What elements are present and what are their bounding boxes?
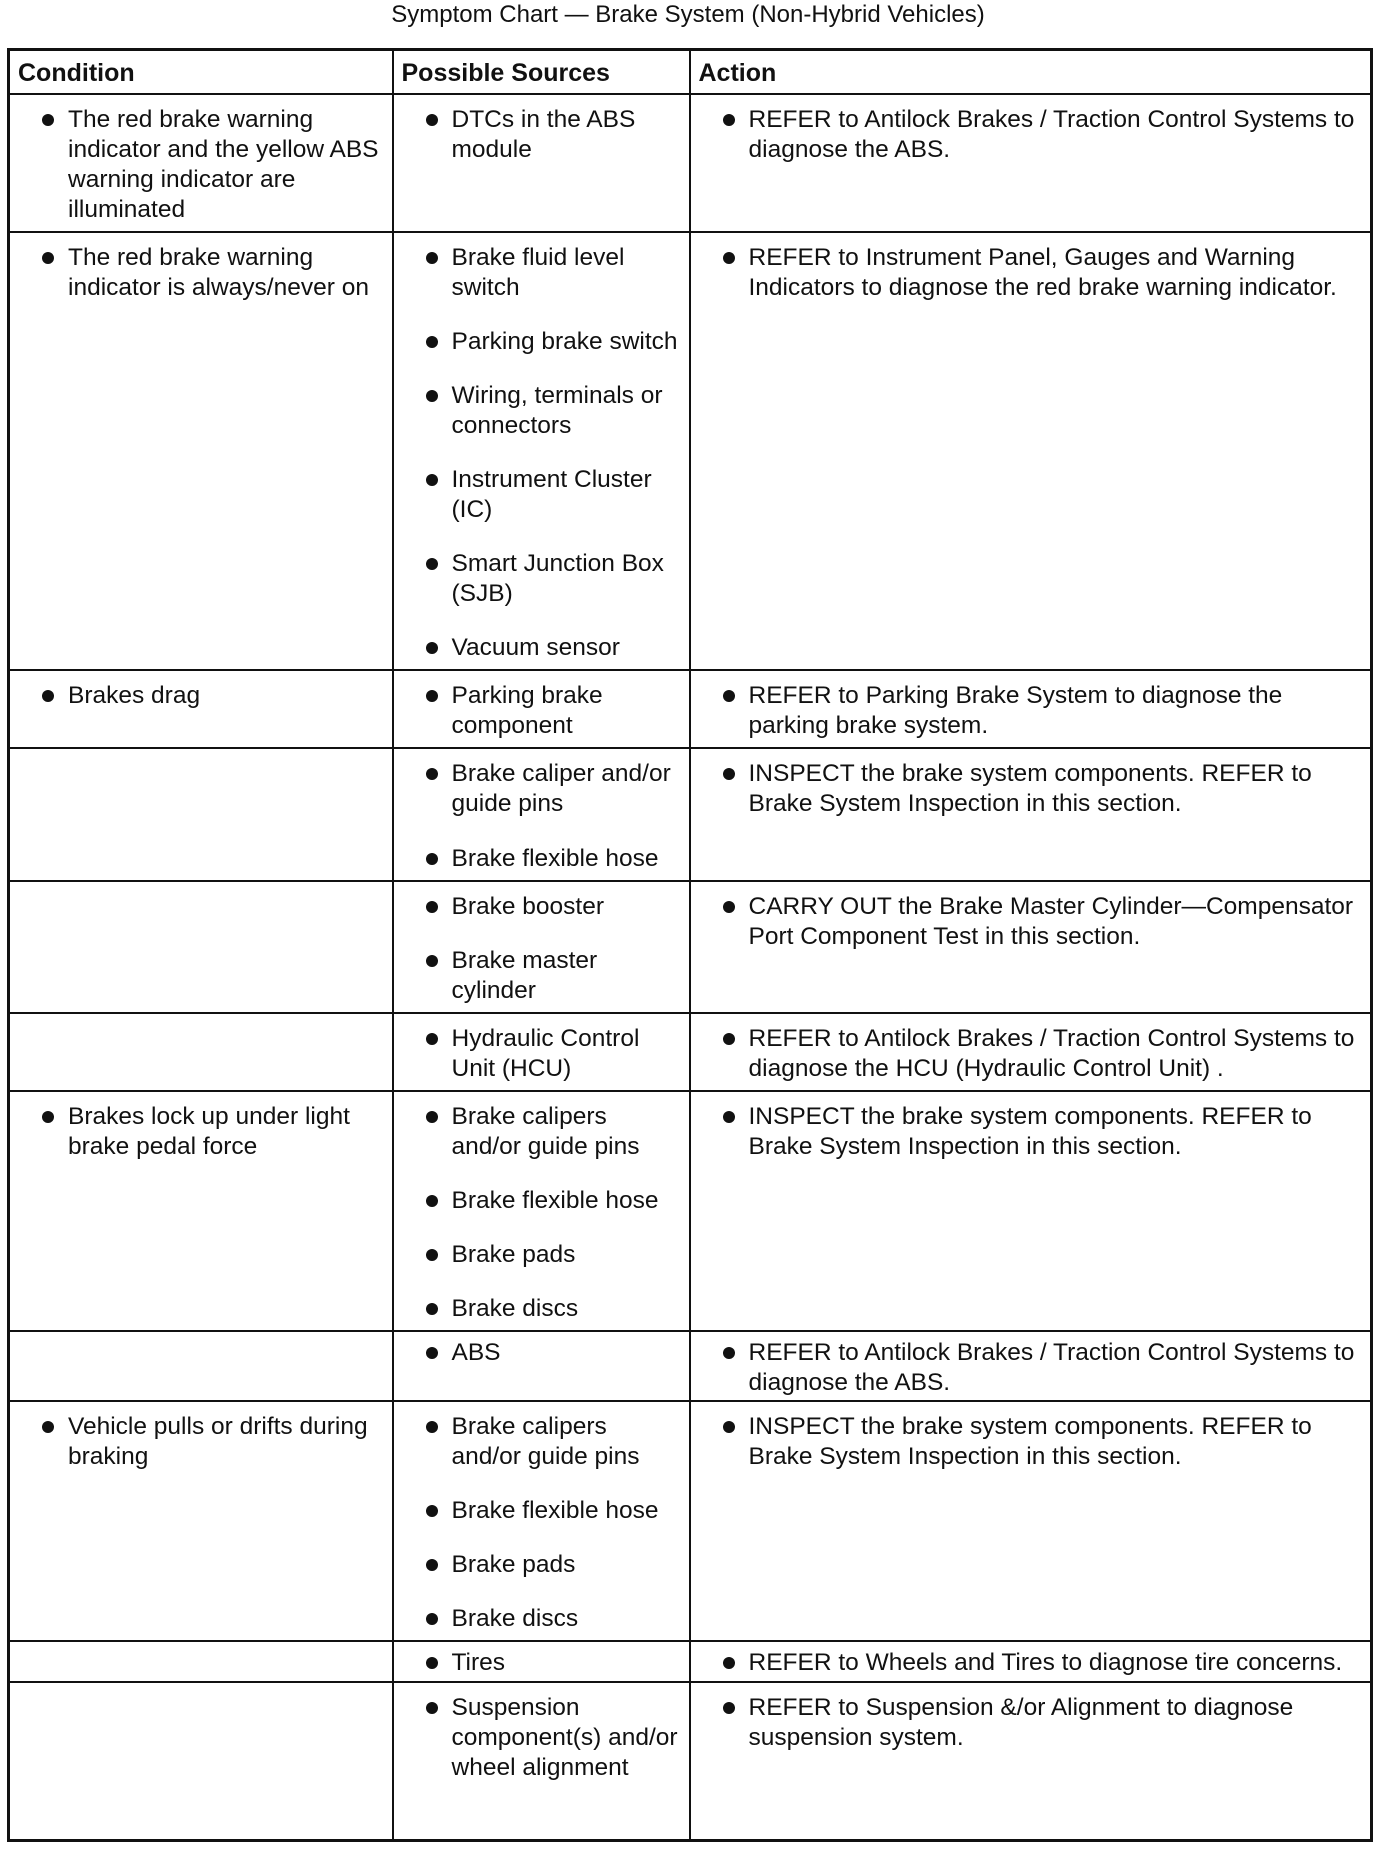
table-row xyxy=(9,1641,1372,1682)
chart-title: Symptom Chart — Brake System (Non-Hybrid Vehicles) xyxy=(391,1,985,28)
action-cell xyxy=(690,1641,1372,1682)
action-cell xyxy=(690,94,1372,232)
source-item: Brake pads xyxy=(406,1550,679,1580)
action-item: REFER to Instrument Panel, Gauges and Warning Indicators to diagnose the red brake warning indicator. xyxy=(703,243,1361,303)
condition-cell xyxy=(9,1641,393,1682)
sources-list xyxy=(406,243,679,663)
table-row xyxy=(9,1331,1372,1401)
action-cell xyxy=(690,1013,1372,1091)
condition-item: Vehicle pulls or drifts during braking xyxy=(22,1412,382,1472)
possible-sources-cell xyxy=(393,1013,690,1091)
actions-list xyxy=(703,1693,1361,1753)
source-item: Brake fluid level switch xyxy=(406,243,679,303)
actions-list xyxy=(703,1338,1361,1398)
condition-item: The red brake warning indicator is always/never on xyxy=(22,243,382,303)
action-cell xyxy=(690,1401,1372,1641)
action-cell xyxy=(690,1682,1372,1841)
condition-cell xyxy=(9,94,393,232)
table-row xyxy=(9,670,1372,748)
possible-sources-cell xyxy=(393,94,690,232)
condition-item: Brakes lock up under light brake pedal force xyxy=(22,1102,382,1162)
sources-list xyxy=(406,1338,679,1368)
source-item: Parking brake component xyxy=(406,681,679,741)
source-item: Brake master cylinder xyxy=(406,946,679,1006)
sources-list xyxy=(406,681,679,741)
actions-list xyxy=(703,681,1361,741)
condition-cell xyxy=(9,1091,393,1331)
possible-sources-cell xyxy=(393,748,690,881)
actions-list xyxy=(703,1024,1361,1084)
action-item: REFER to Suspension &/or Alignment to diagnose suspension system. xyxy=(703,1693,1361,1753)
source-item: Hydraulic Control Unit (HCU) xyxy=(406,1024,679,1084)
action-item: REFER to Antilock Brakes / Traction Control Systems to diagnose the ABS. xyxy=(703,105,1361,165)
actions-list xyxy=(703,105,1361,165)
possible-sources-cell xyxy=(393,881,690,1013)
source-item: Brake flexible hose xyxy=(406,1186,679,1216)
actions-list xyxy=(703,759,1361,819)
condition-item: Brakes drag xyxy=(22,681,382,711)
condition-list xyxy=(22,1412,382,1472)
action-cell xyxy=(690,881,1372,1013)
sources-list xyxy=(406,759,679,874)
action-cell xyxy=(690,748,1372,881)
source-item: Instrument Cluster (IC) xyxy=(406,465,679,525)
sources-list xyxy=(406,1102,679,1324)
sources-list xyxy=(406,1648,679,1678)
table-row xyxy=(9,1013,1372,1091)
condition-cell xyxy=(9,232,393,670)
possible-sources-cell xyxy=(393,1401,690,1641)
source-item: Brake discs xyxy=(406,1294,679,1324)
table-row xyxy=(9,1682,1372,1841)
source-item: Brake booster xyxy=(406,892,679,922)
possible-sources-cell xyxy=(393,1682,690,1841)
condition-header: Condition xyxy=(9,50,393,94)
table-row xyxy=(9,94,1372,232)
actions-list xyxy=(703,1648,1361,1678)
sources-list xyxy=(406,1412,679,1634)
actions-list xyxy=(703,892,1361,952)
action-item: REFER to Antilock Brakes / Traction Control Systems to diagnose the ABS. xyxy=(703,1338,1361,1398)
source-item: DTCs in the ABS module xyxy=(406,105,679,165)
condition-cell xyxy=(9,881,393,1013)
source-item: Brake discs xyxy=(406,1604,679,1634)
action-cell xyxy=(690,232,1372,670)
table-row xyxy=(9,1091,1372,1331)
actions-list xyxy=(703,1102,1361,1162)
condition-cell xyxy=(9,670,393,748)
action-item: INSPECT the brake system components. REFER to Brake System Inspection in this section. xyxy=(703,1102,1361,1162)
condition-cell xyxy=(9,1401,393,1641)
condition-cell xyxy=(9,1013,393,1091)
header-row xyxy=(9,50,1372,94)
sources-list xyxy=(406,892,679,1006)
action-item: INSPECT the brake system components. REFER to Brake System Inspection in this section. xyxy=(703,759,1361,819)
action-item: REFER to Wheels and Tires to diagnose tire concerns. xyxy=(703,1648,1361,1678)
condition-list xyxy=(22,1102,382,1162)
possible-sources-cell xyxy=(393,1641,690,1682)
possible-sources-cell xyxy=(393,1091,690,1331)
action-item: INSPECT the brake system components. REFER to Brake System Inspection in this section. xyxy=(703,1412,1361,1472)
source-item: Vacuum sensor xyxy=(406,633,679,663)
condition-cell xyxy=(9,748,393,881)
table-row xyxy=(9,232,1372,670)
action-cell xyxy=(690,670,1372,748)
source-item: Parking brake switch xyxy=(406,327,679,357)
source-item: Brake flexible hose xyxy=(406,1496,679,1526)
condition-item: The red brake warning indicator and the yellow ABS warning indicator are illuminated xyxy=(22,105,382,225)
condition-list xyxy=(22,681,382,711)
table-row xyxy=(9,1401,1372,1641)
source-item: Brake calipers and/or guide pins xyxy=(406,1412,679,1472)
action-header: Action xyxy=(690,50,1372,94)
source-item: Smart Junction Box (SJB) xyxy=(406,549,679,609)
source-item: Brake caliper and/or guide pins xyxy=(406,759,679,819)
source-item: ABS xyxy=(406,1338,679,1368)
actions-list xyxy=(703,243,1361,303)
source-item: Wiring, terminals or connectors xyxy=(406,381,679,441)
table-body xyxy=(9,94,1372,1841)
action-cell xyxy=(690,1091,1372,1331)
condition-list xyxy=(22,105,382,225)
possible-sources-cell xyxy=(393,670,690,748)
action-item: REFER to Parking Brake System to diagnose the parking brake system. xyxy=(703,681,1361,741)
action-item: CARRY OUT the Brake Master Cylinder—Compensator Port Component Test in this section. xyxy=(703,892,1361,952)
source-item: Tires xyxy=(406,1648,679,1678)
sources-list xyxy=(406,1693,679,1783)
source-item: Brake flexible hose xyxy=(406,844,679,874)
symptom-table xyxy=(7,48,1373,1842)
source-item: Brake pads xyxy=(406,1240,679,1270)
table-row xyxy=(9,881,1372,1013)
possible-sources-header: Possible Sources xyxy=(393,50,690,94)
possible-sources-cell xyxy=(393,232,690,670)
actions-list xyxy=(703,1412,1361,1472)
source-item: Brake calipers and/or guide pins xyxy=(406,1102,679,1162)
condition-cell xyxy=(9,1682,393,1841)
action-cell xyxy=(690,1331,1372,1401)
possible-sources-cell xyxy=(393,1331,690,1401)
action-item: REFER to Antilock Brakes / Traction Control Systems to diagnose the HCU (Hydraulic Control Unit) . xyxy=(703,1024,1361,1084)
condition-list xyxy=(22,243,382,303)
sources-list xyxy=(406,105,679,165)
condition-cell xyxy=(9,1331,393,1401)
sources-list xyxy=(406,1024,679,1084)
source-item: Suspension component(s) and/or wheel alignment xyxy=(406,1693,679,1783)
table-row xyxy=(9,748,1372,881)
